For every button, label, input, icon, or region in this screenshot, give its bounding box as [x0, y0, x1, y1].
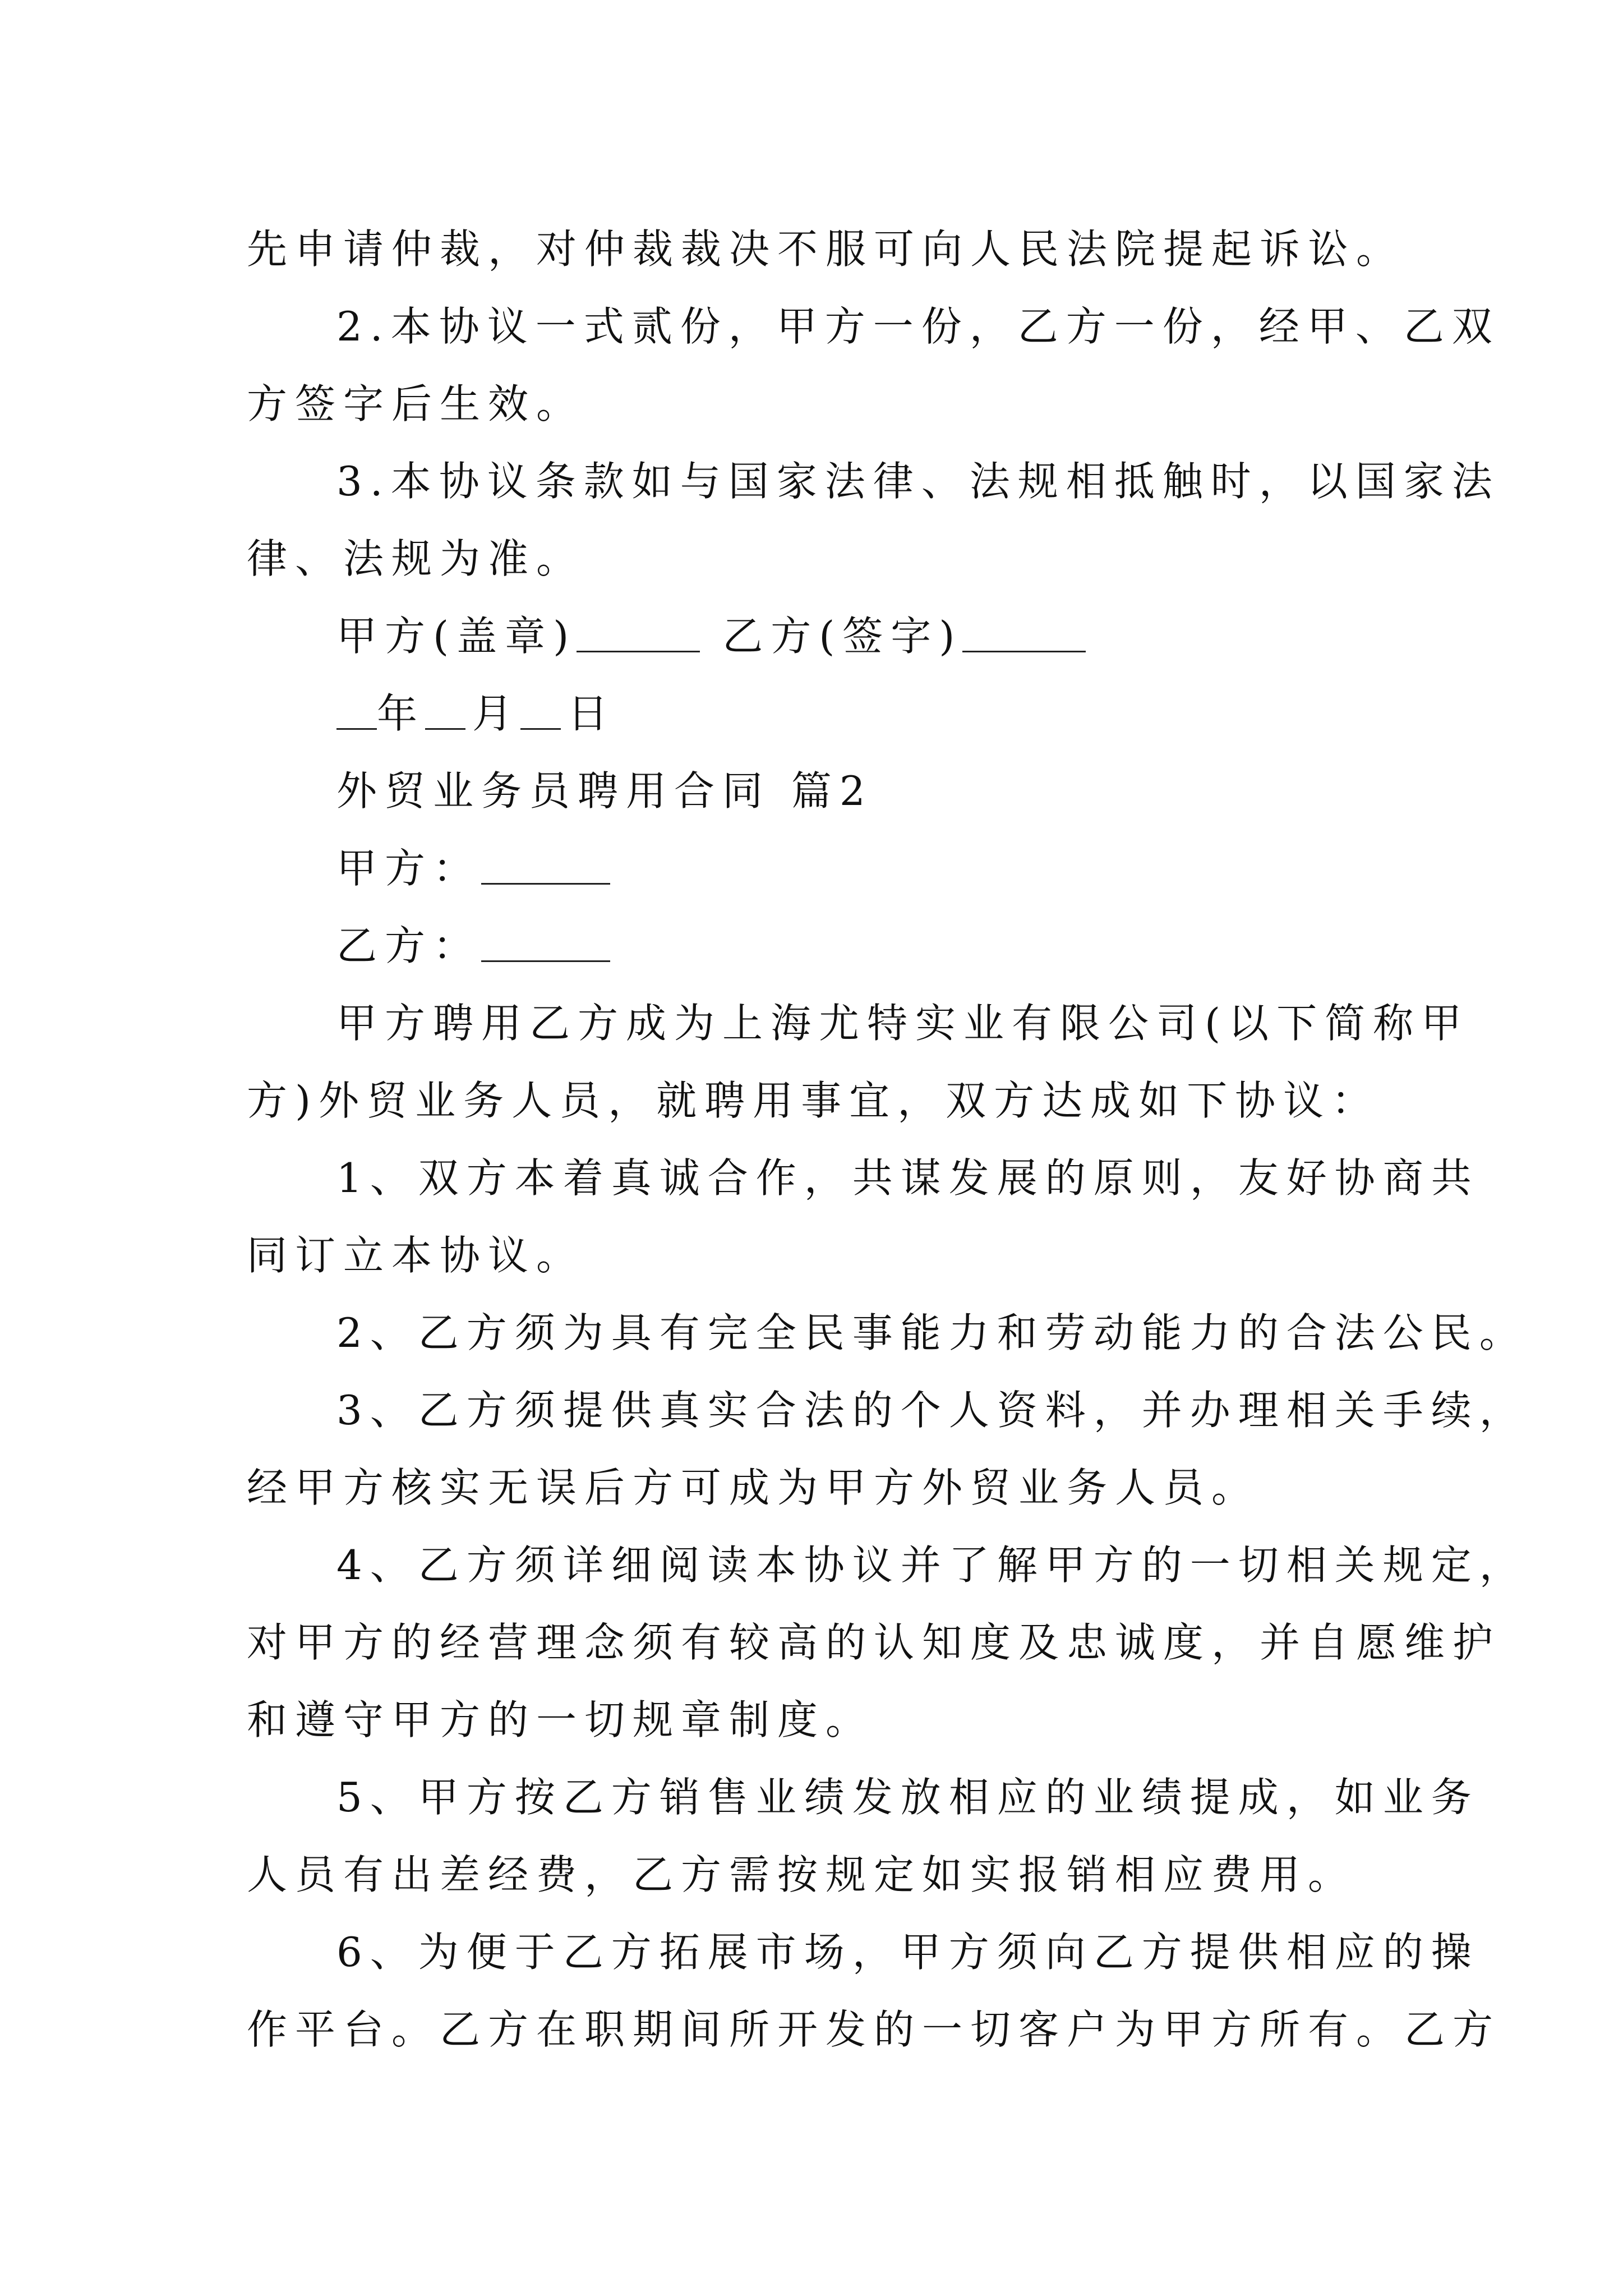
- party-a-seal-blank: [577, 651, 700, 652]
- year-blank: [336, 728, 377, 730]
- text-line: 1、双方本着真诚合作，共谋发展的原则，友好协商共: [336, 1154, 1479, 1202]
- party-a-line: [247, 830, 1391, 907]
- month-blank: [425, 728, 465, 730]
- text-line: 3.本协议条款如与国家法律、法规相抵触时，以国家法: [336, 458, 1500, 505]
- text-line: 同订立本协议。: [247, 1232, 585, 1279]
- text-line: 经甲方核实无误后方可成为甲方外贸业务人员。: [247, 1464, 1260, 1511]
- text-line: 作平台。乙方在职期间所开发的一切客户为甲方所有。乙方: [247, 2006, 1501, 2053]
- text-line: 4、乙方须详细阅读本协议并了解甲方的一切相关规定，: [336, 1542, 1528, 1589]
- text-line: 甲方聘用乙方成为上海尤特实业有限公司(以下简称甲: [336, 1000, 1470, 1047]
- text-line: 5、甲方按乙方销售业绩发放相应的业绩提成，如业务: [336, 1774, 1479, 1821]
- party-b-sign-label: 乙方(签字): [722, 613, 963, 660]
- text-line: 和遵守甲方的一切规章制度。: [247, 1696, 874, 1743]
- party-b-line: [247, 907, 1391, 984]
- party-b-label: 乙方：: [336, 922, 482, 969]
- party-b-blank: [481, 960, 610, 962]
- text-line: 方)外贸业务人员，就聘用事宜，双方达成如下协议：: [247, 1077, 1380, 1124]
- party-a-blank: [481, 883, 610, 885]
- text-line: 先申请仲裁，对仲裁裁决不服可向人民法院提起诉讼。: [247, 226, 1405, 273]
- text-line: 对甲方的经营理念须有较高的认知度及忠诚度，并自愿维护: [247, 1619, 1501, 1666]
- text-line: 2、乙方须为具有完全民事能力和劳动能力的合法公民。: [336, 1309, 1528, 1356]
- text-line: 律、法规为准。: [247, 535, 585, 582]
- year-label: 年: [377, 690, 426, 737]
- party-a-seal-label: 甲方(盖章): [336, 613, 577, 660]
- text-line: 人员有出差经费，乙方需按规定如实报销相应费用。: [247, 1851, 1357, 1898]
- text-line: 方签字后生效。: [247, 380, 585, 427]
- text-line: 3、乙方须提供真实合法的个人资料，并办理相关手续，: [336, 1387, 1528, 1434]
- signature-line: [247, 597, 1391, 675]
- day-blank: [520, 728, 561, 730]
- text-line: 2.本协议一式贰份，甲方一份，乙方一份，经甲、乙双: [336, 303, 1500, 350]
- text-line: 6、为便于乙方拓展市场，甲方须向乙方提供相应的操: [336, 1929, 1479, 1976]
- document-body: [247, 210, 1528, 2068]
- party-a-label: 甲方：: [336, 845, 482, 892]
- section-title: 外贸业务员聘用合同 篇2: [336, 767, 873, 815]
- month-label: 月: [472, 690, 521, 737]
- day-label: 日: [568, 690, 616, 737]
- date-line: [247, 675, 1391, 752]
- party-b-sign-blank: [962, 651, 1086, 652]
